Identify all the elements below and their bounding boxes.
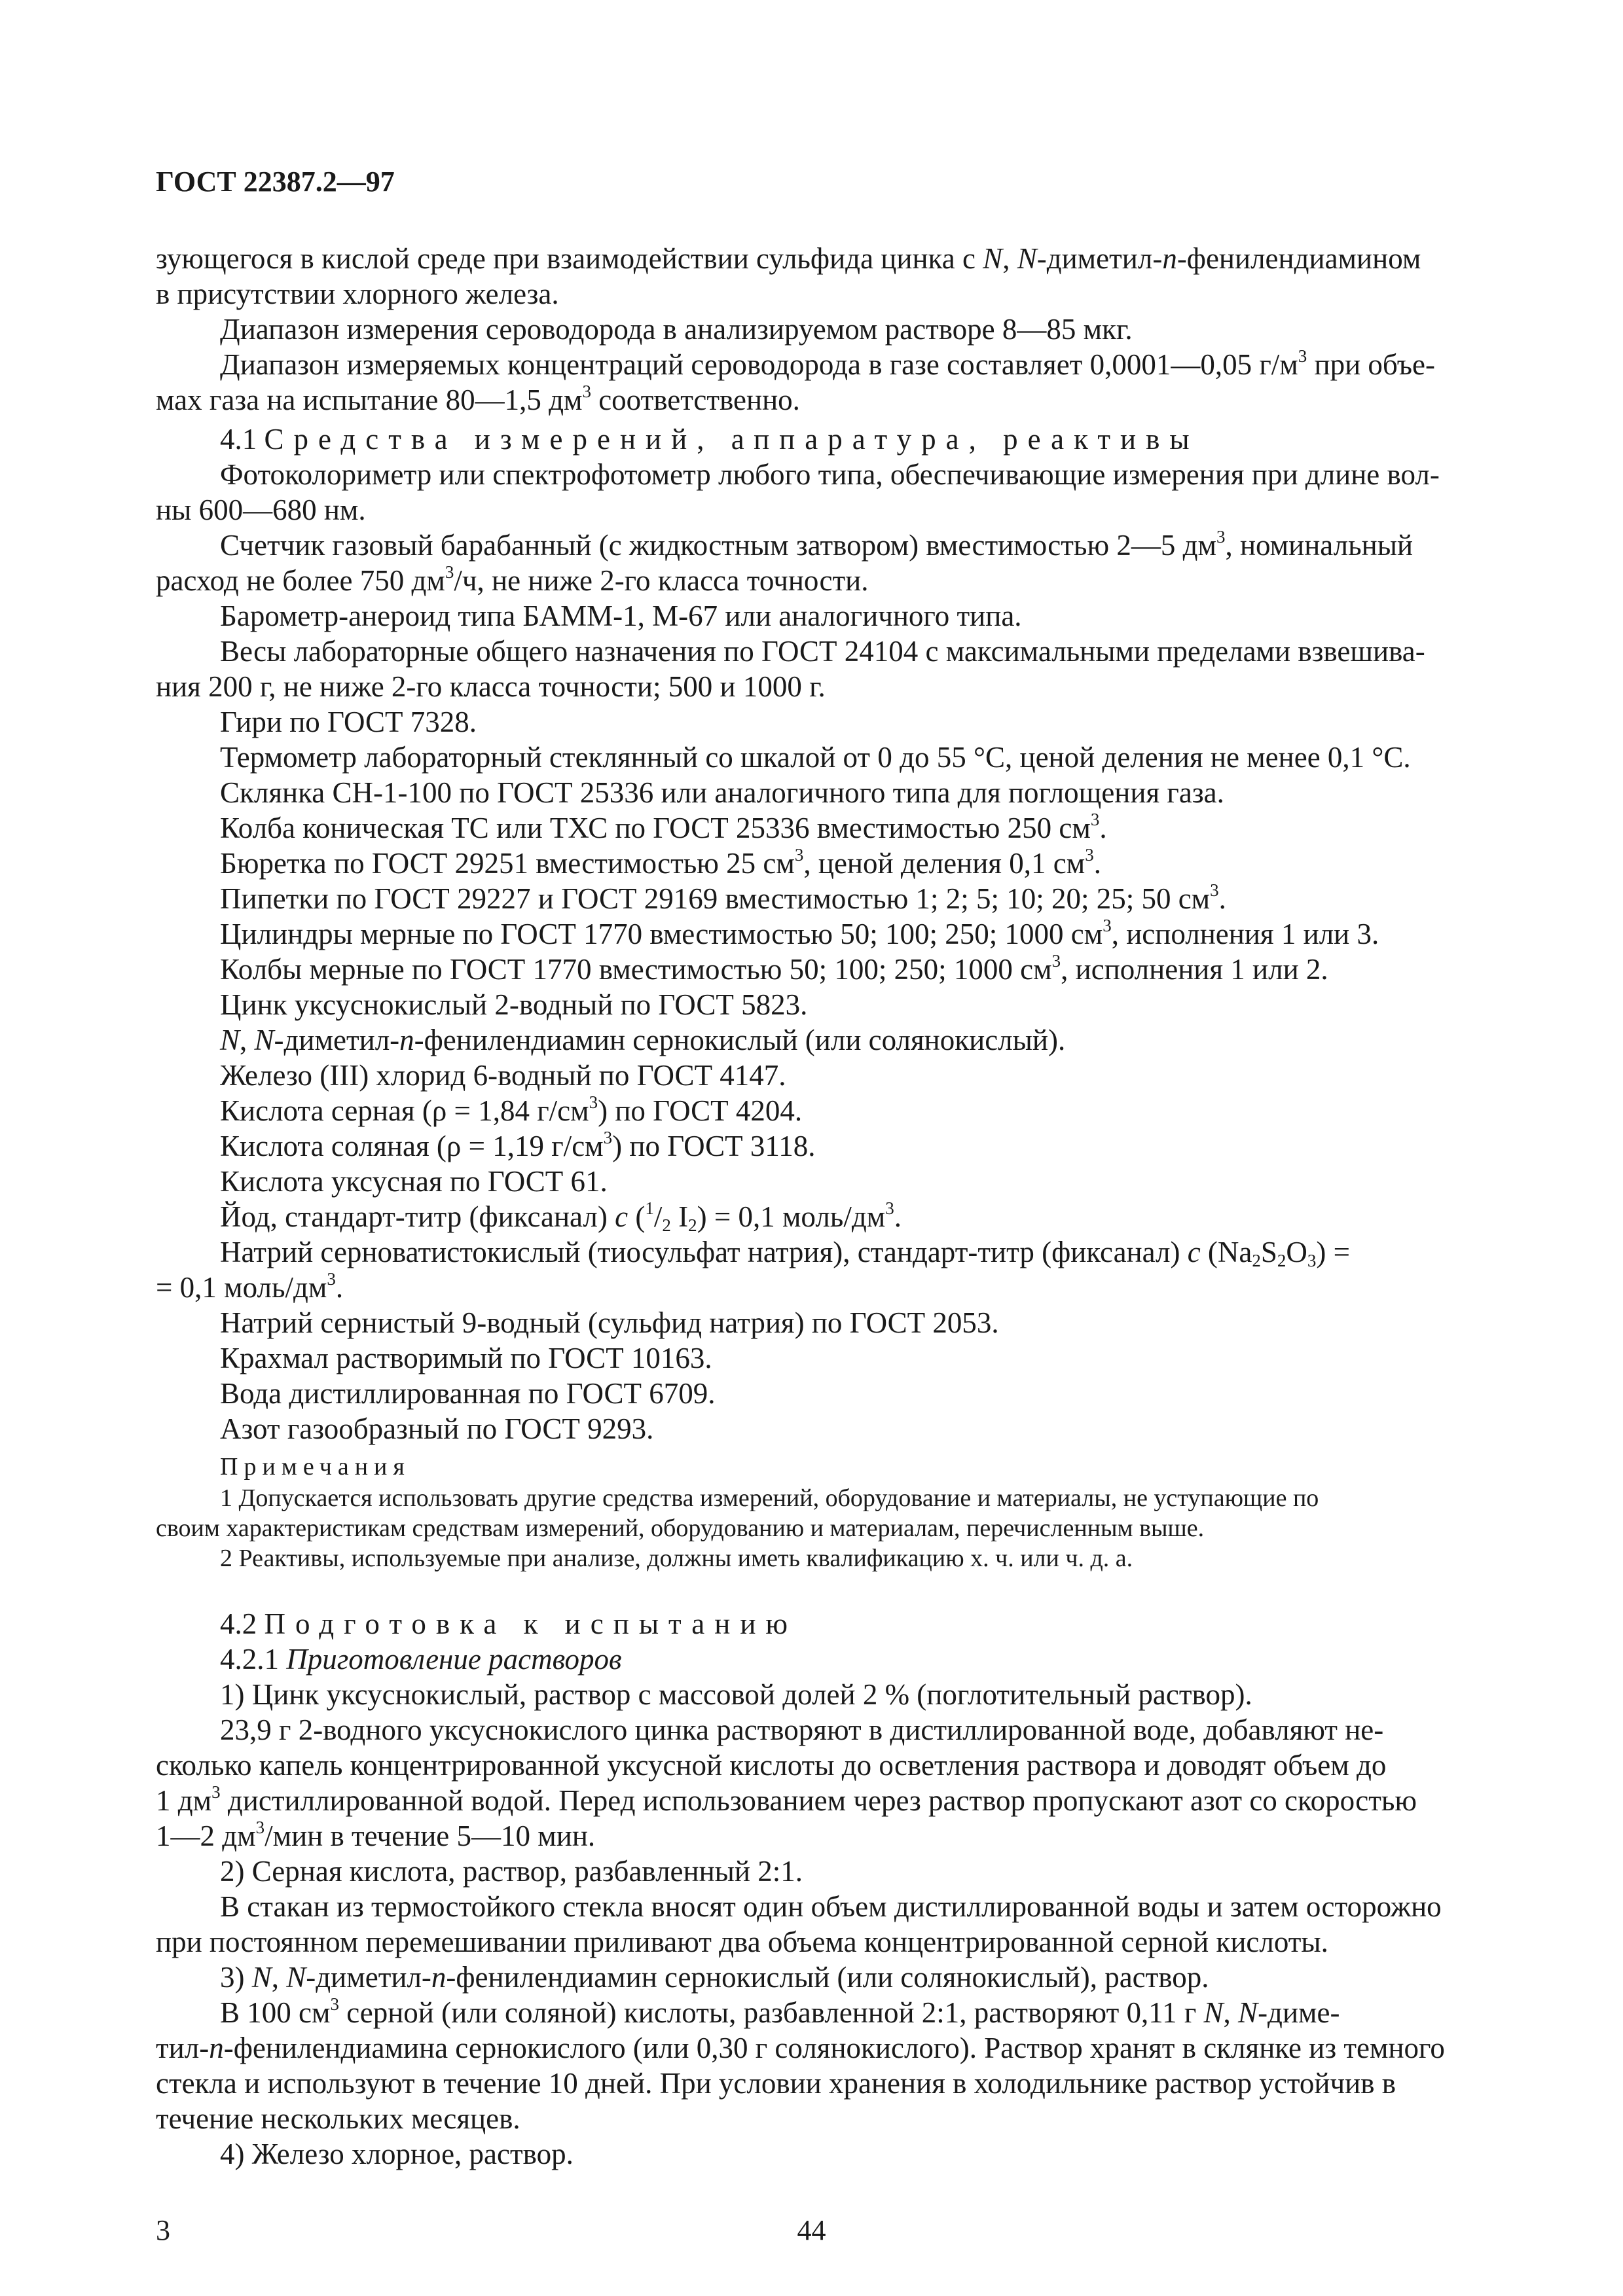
paragraph-line: Гири по ГОСТ 7328. — [220, 706, 477, 738]
document-header: ГОСТ 22387.2—97 — [156, 166, 395, 198]
paragraph-line: Термометр лабораторный стеклянный со шкалой от 0 до 55 °С, ценой деления не менее 0,1 °С. — [220, 741, 1411, 774]
paragraph-line: Натрий сернистый 9-водный (сульфид натрия) по ГОСТ 2053. — [220, 1306, 999, 1339]
paragraph-line: Цилиндры мерные по ГОСТ 1770 вместимостью 50; 100; 250; 1000 $см^3$, исполнения 1 или 3. — [220, 916, 1379, 950]
subsection-heading-4-2-1: 4.2.1 Приготовление растворов — [220, 1643, 622, 1676]
paragraph-line: 3) N, N-диметил-n-фенилендиамин сернокислый (или солянокислый), раствор. — [220, 1961, 1209, 1994]
paragraph-line: 1) Цинк уксуснокислый, раствор с массовой долей 2 % (поглотительный раствор). — [220, 1678, 1252, 1711]
paragraph-line: Кислота соляная (ρ = 1,19 $г/см^3$) по ГОСТ 3118. — [220, 1128, 816, 1162]
paragraph-line: Цинк уксуснокислый 2-водный по ГОСТ 5823. — [220, 988, 808, 1021]
paragraph-line: Колбы мерные по ГОСТ 1770 вместимостью 50; 100; 250; 1000 $см^3$, исполнения 1 или 2. — [220, 951, 1328, 986]
paragraph-line: В 100 $см^3$ серной (или соляной) кислоты, разбавленной 2:1, растворяют 0,11 г N, N-диме- — [220, 1994, 1340, 2029]
paragraph-line: Диапазон измеряемых концентраций сероводорода в газе составляет 0,0001—0,05 $г/м^3$ при объе- — [220, 346, 1435, 381]
notes-label: Примечания — [220, 1453, 410, 1480]
paragraph-line: 1—2 $дм^3$/мин в течение 5—10 мин. — [156, 1818, 596, 1852]
paragraph-line: тил-n-фенилендиамина сернокислого (или 0,30 г солянокислого). Раствор хранят в склянке из темного — [156, 2032, 1445, 2064]
paragraph-line: в присутствии хлорного железа. — [156, 278, 559, 310]
paragraph-line: Колба коническая ТС или ТХС по ГОСТ 25336 вместимостью 250 $см^3$. — [220, 810, 1107, 844]
note-line: 2 Реактивы, используемые при анализе, должны иметь квалификацию х. ч. или ч. д. а. — [220, 1545, 1133, 1572]
paragraph-line: Кислота серная (ρ = 1,84 $г/см^3$) по ГОСТ 4204. — [220, 1092, 803, 1127]
paragraph-line: течение нескольких месяцев. — [156, 2102, 520, 2135]
paragraph-line: В стакан из термостойкого стекла вносят один объем дистиллированной воды и затем осторожно — [220, 1890, 1442, 1923]
paragraph-line: при постоянном перемешивании приливают два объема концентрированной серной кислоты. — [156, 1926, 1328, 1958]
paragraph-line: Весы лабораторные общего назначения по ГОСТ 24104 с максимальными пределами взвешива- — [220, 635, 1425, 668]
paragraph-line: Кислота уксусная по ГОСТ 61. — [220, 1165, 608, 1198]
section-heading-4-1: 4.1 Средства измерений, аппаратура, реактивы — [220, 423, 1199, 456]
paragraph-line: Барометр-анероид типа БАММ-1, М-67 или аналогичного типа. — [220, 600, 1022, 632]
paragraph-line: Пипетки по ГОСТ 29227 и ГОСТ 29169 вместимостью 1; 2; 5; 10; 20; 25; 50 $см^3$. — [220, 880, 1226, 915]
paragraph-line: ния 200 г, не ниже 2-го класса точности; 500 и 1000 г. — [156, 670, 826, 703]
paragraph-line: Вода дистиллированная по ГОСТ 6709. — [220, 1377, 716, 1410]
paragraph-line: ны 600—680 нм. — [156, 493, 366, 526]
paragraph-line: Крахмал растворимый по ГОСТ 10163. — [220, 1342, 712, 1374]
section-heading-4-2: 4.2 Подготовка к испытанию — [220, 1607, 798, 1640]
paragraph-line: Диапазон измерения сероводорода в анализируемом растворе 8—85 мкг. — [220, 313, 1133, 346]
footer-page-number: 44 — [797, 2214, 826, 2246]
paragraph-line: Фотоколориметр или спектрофотометр любого типа, обеспечивающие измерения при длине вол- — [220, 458, 1440, 491]
paragraph-line: мах газа на испытание 80—1,5 $дм^3$ соответственно. — [156, 382, 800, 416]
paragraph-line: Железо (III) хлорид 6-водный по ГОСТ 4147. — [220, 1059, 786, 1092]
paragraph-line: расход не более 750 $дм^3/ч$, не ниже 2-го класса точности. — [156, 562, 869, 597]
paragraph-line: 4) Железо хлорное, раствор. — [220, 2138, 574, 2170]
paragraph-line: сколько капель концентрированной уксусной кислоты до осветления раствора и доводят объем до — [156, 1749, 1387, 1782]
page-content — [156, 241, 1464, 2172]
note-line: 1 Допускается использовать другие средства измерений, оборудование и материалы, не уступающие по — [220, 1484, 1319, 1512]
footer-page-left: 3 — [156, 2214, 170, 2246]
paragraph-line: Счетчик газовый барабанный (с жидкостным затвором) вместимостью 2—5 $дм^3$, номинальный — [220, 527, 1413, 562]
paragraph-line: N, N-диметил-n-фенилендиамин сернокислый (или солянокислый). — [220, 1024, 1066, 1056]
note-line: своим характеристикам средствам измерений, оборудованию и материалам, перечисленным выше. — [156, 1515, 1205, 1542]
paragraph-line: зующегося в кислой среде при взаимодействии сульфида цинка с N, N-диметил-n-фенилендиамином — [156, 242, 1421, 275]
paragraph-line: 1 $дм^3$ дистиллированной водой. Перед использованием через раствор пропускают азот со скоростью — [156, 1782, 1417, 1817]
paragraph-line: стекла и используют в течение 10 дней. При условии хранения в холодильнике раствор устойчив в — [156, 2067, 1396, 2100]
paragraph-line: = 0,1 моль/$дм^3$. — [156, 1269, 344, 1304]
paragraph-line: Склянка СН-1-100 по ГОСТ 25336 или аналогичного типа для поглощения газа. — [220, 776, 1224, 809]
paragraph-line: Натрий серноватистокислый (тиосульфат натрия), стандарт-титр (фиксанал) c $(Na_2S_2O_3)$ = — [220, 1236, 1351, 1270]
paragraph-line: 23,9 г 2-водного уксуснокислого цинка растворяют в дистиллированной воде, добавляют не- — [220, 1713, 1384, 1746]
paragraph-line: Йод, стандарт-титр (фиксанал) c ($^1/_2$ $I_2) = 0,1$ моль/$дм^3$. — [220, 1198, 902, 1235]
paragraph-line: 2) Серная кислота, раствор, разбавленный 2:1. — [220, 1855, 803, 1888]
paragraph-line: Бюретка по ГОСТ 29251 вместимостью 25 $см^3$, ценой деления 0,1 $см^3$. — [220, 845, 1101, 880]
paragraph-line: Азот газообразный по ГОСТ 9293. — [220, 1412, 654, 1445]
